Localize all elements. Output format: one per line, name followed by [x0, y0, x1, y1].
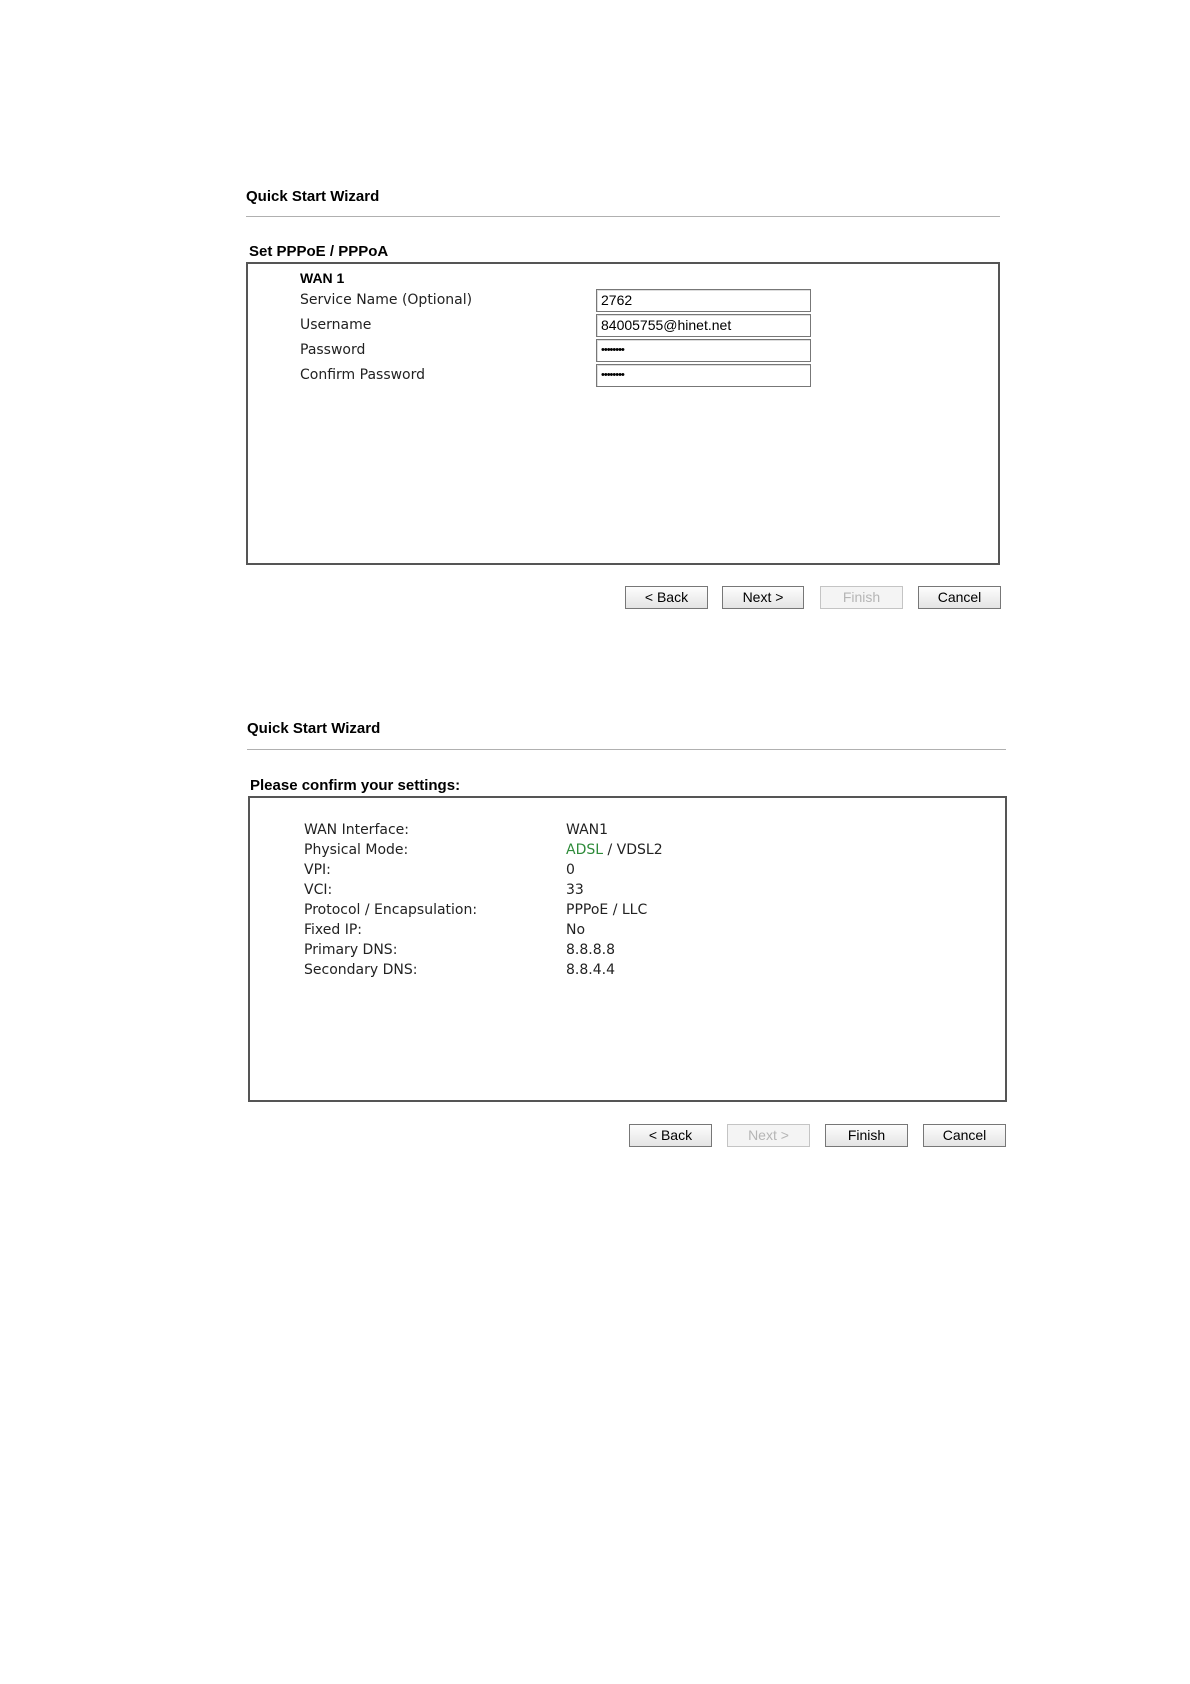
- wan-interface-label: WAN Interface:: [304, 822, 409, 838]
- protocol-label: Protocol / Encapsulation:: [304, 902, 478, 918]
- vpi-value: 0: [566, 862, 575, 878]
- other-mode: / VDSL2: [603, 842, 663, 858]
- secondary-dns-value: 8.8.4.4: [566, 962, 615, 978]
- confirm-password-label: Confirm Password: [300, 367, 426, 383]
- cancel-button[interactable]: Cancel: [923, 1124, 1006, 1147]
- service-name-input[interactable]: 2762: [596, 289, 811, 312]
- wizard-title: Quick Start Wizard: [246, 188, 380, 205]
- back-button[interactable]: < Back: [625, 586, 708, 609]
- finish-button[interactable]: Finish: [820, 586, 903, 609]
- password-input[interactable]: ••••••••: [596, 339, 811, 362]
- title-divider: [246, 216, 1000, 217]
- finish-button[interactable]: Finish: [825, 1124, 908, 1147]
- confirm-password-input[interactable]: ••••••••: [596, 364, 811, 387]
- physical-mode-value: [566, 842, 663, 858]
- active-mode: ADSL: [566, 842, 604, 858]
- service-name-label: Service Name (Optional): [300, 292, 473, 308]
- physical-mode-label: Physical Mode:: [304, 842, 409, 858]
- next-button[interactable]: Next >: [722, 586, 804, 609]
- next-button[interactable]: Next >: [727, 1124, 810, 1147]
- cancel-button[interactable]: Cancel: [918, 586, 1001, 609]
- wizard-title: Quick Start Wizard: [247, 720, 381, 737]
- fixed-ip-value: No: [566, 922, 586, 938]
- vci-label: VCI:: [304, 882, 333, 898]
- wan-interface-value: WAN1: [566, 822, 609, 838]
- primary-dns-value: 8.8.8.8: [566, 942, 615, 958]
- wan-label: WAN 1: [300, 270, 345, 286]
- back-button[interactable]: < Back: [629, 1124, 712, 1147]
- section-title: Please confirm your settings:: [250, 777, 461, 794]
- section-title: Set PPPoE / PPPoA: [249, 243, 389, 260]
- username-label: Username: [300, 317, 372, 333]
- vci-value: 33: [566, 882, 584, 898]
- pppoe-settings-panel: [246, 262, 1000, 565]
- confirm-settings-panel: [248, 796, 1007, 1102]
- protocol-value: PPPoE / LLC: [566, 902, 648, 918]
- primary-dns-label: Primary DNS:: [304, 942, 398, 958]
- fixed-ip-label: Fixed IP:: [304, 922, 363, 938]
- password-label: Password: [300, 342, 366, 358]
- title-divider: [247, 749, 1006, 750]
- username-input[interactable]: 84005755@hinet.net: [596, 314, 811, 337]
- vpi-label: VPI:: [304, 862, 331, 878]
- secondary-dns-label: Secondary DNS:: [304, 962, 418, 978]
